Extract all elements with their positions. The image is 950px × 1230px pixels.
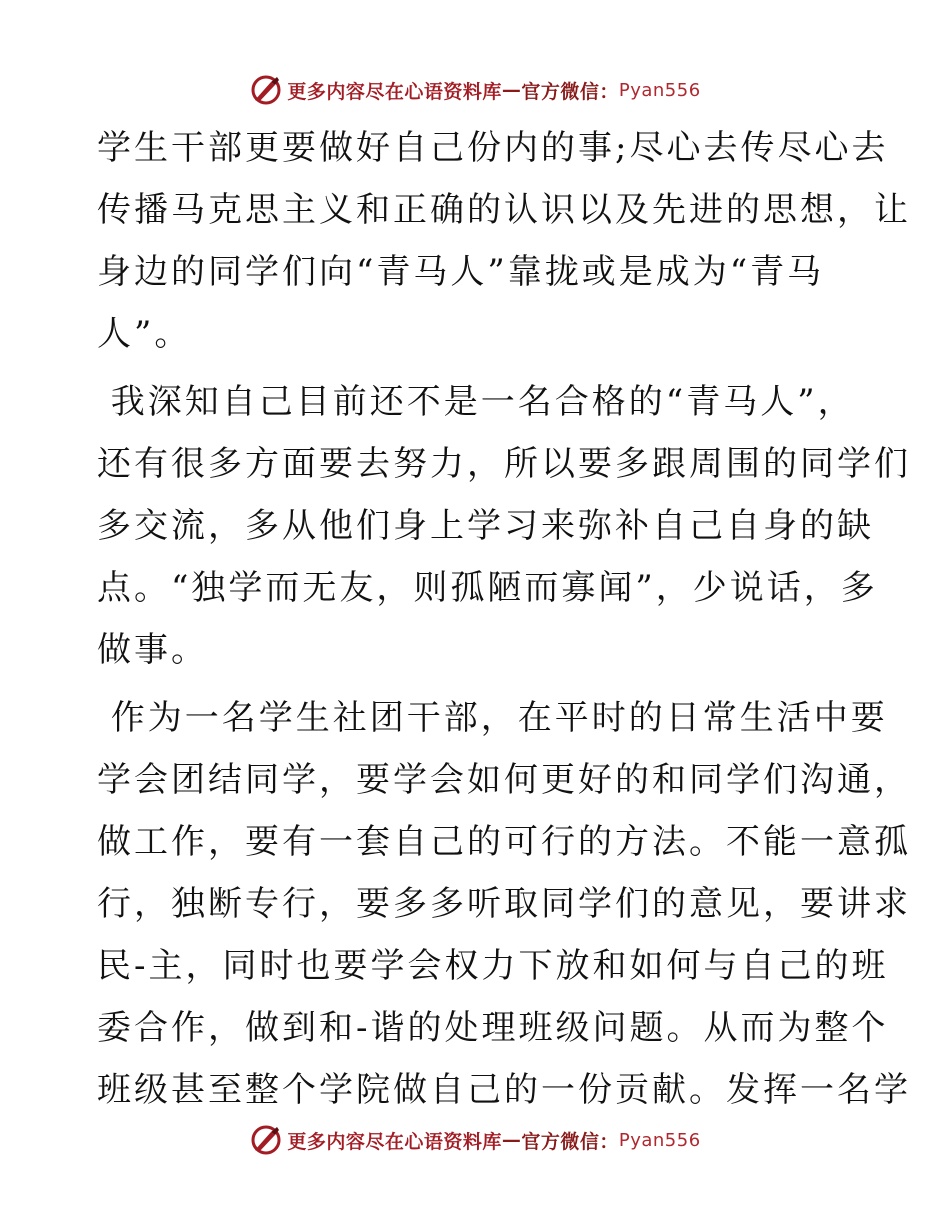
paragraph-3 bbox=[97, 687, 911, 1121]
text-line: 学生干部更要做好自己份内的事;尽心去传尽心去 bbox=[97, 128, 889, 168]
text-line: 做事。 bbox=[97, 630, 208, 670]
banner-separator: — bbox=[501, 79, 522, 101]
text-line: 行，独断专行，要多多听取同学们的意见，要讲求 bbox=[97, 884, 911, 924]
footer-watermark-banner bbox=[0, 1120, 950, 1160]
pen-in-circle-icon bbox=[249, 1123, 283, 1157]
paragraph-1 bbox=[97, 117, 911, 365]
text-line: 人”。 bbox=[97, 314, 192, 354]
paragraph-2 bbox=[97, 371, 911, 681]
text-line: 身边的同学们向“青马人”靠拢或是成为“青马 bbox=[97, 252, 825, 292]
document-body bbox=[97, 117, 911, 1127]
text-line: 传播马克思主义和正确的认识以及先进的思想，让 bbox=[97, 190, 911, 230]
text-line: 作为一名学生社团干部，在平时的日常生活中要 bbox=[97, 698, 888, 738]
text-line: 委合作，做到和-谐的处理班级问题。从而为整个 bbox=[97, 1008, 889, 1048]
text-line: 做工作，要有一套自己的可行的方法。不能一意孤 bbox=[97, 822, 911, 862]
banner-wechat-id: Pyan556 bbox=[618, 1129, 701, 1151]
text-line: 班级甚至整个学院做自己的一份贡献。发挥一名学 bbox=[97, 1070, 911, 1110]
text-line: 学会团结同学，要学会如何更好的和同学们沟通， bbox=[97, 760, 911, 800]
text-line: 我深知自己目前还不是一名合格的“青马人”， bbox=[97, 382, 855, 422]
text-line: 点。“独学而无友，则孤陋而寡闻”，少说话，多 bbox=[97, 568, 878, 608]
banner-wechat-label: 官方微信： bbox=[521, 1130, 619, 1153]
pen-in-circle-icon bbox=[249, 73, 283, 107]
header-watermark-banner bbox=[0, 70, 950, 110]
text-line: 民-主，同时也要学会权力下放和如何与自己的班 bbox=[97, 946, 889, 986]
banner-text: 更多内容尽在心语资料库 bbox=[287, 80, 502, 103]
text-line: 多交流，多从他们身上学习来弥补自己自身的缺 bbox=[97, 506, 874, 546]
banner-wechat-label: 官方微信： bbox=[521, 80, 619, 103]
banner-separator: — bbox=[501, 1129, 522, 1151]
banner-text: 更多内容尽在心语资料库 bbox=[287, 1130, 502, 1153]
text-line: 还有很多方面要去努力，所以要多跟周围的同学们 bbox=[97, 444, 911, 484]
banner-wechat-id: Pyan556 bbox=[618, 79, 701, 101]
